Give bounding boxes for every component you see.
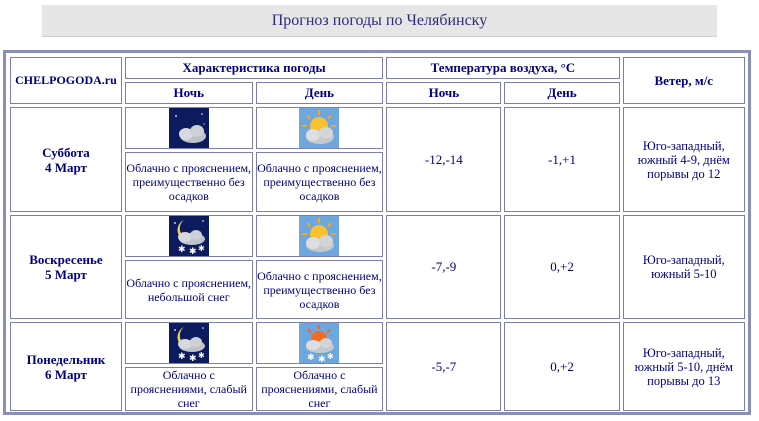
weather-day-header: День: [256, 82, 384, 104]
svg-text:✱: ✱: [307, 353, 315, 363]
svg-text:✱: ✱: [327, 352, 335, 361]
weather-group-header: Характеристика погоды: [125, 57, 383, 79]
temp-day: 0,+2: [504, 215, 619, 319]
wind-header: Ветер, м/с: [623, 57, 745, 104]
site-name: CHELPOGODA.ru: [10, 57, 122, 104]
temp-day: 0,+2: [504, 322, 619, 411]
temp-day-header: День: [504, 82, 619, 104]
svg-text:✱: ✱: [177, 352, 186, 362]
night-icon-cell: [125, 215, 253, 257]
day-icon-cell: [256, 215, 384, 257]
day-label: [10, 215, 122, 319]
wind-info: Юго-западный, южный 4-9, днём порывы до 12: [623, 107, 745, 212]
wind-info: Юго-западный, южный 5-10: [623, 215, 745, 319]
svg-text:✱: ✱: [197, 244, 205, 253]
date: 6 Март: [44, 366, 87, 382]
night-description: Облачно с прояснениями, слабый снег: [125, 367, 253, 411]
svg-text:✱: ✱: [197, 351, 205, 360]
temp-night: -7,-9: [386, 215, 501, 319]
sun-cloud-icon: [299, 216, 339, 256]
sun-cloud-icon: [299, 108, 339, 148]
night-description: Облачно с прояснением, преимущественно без осадков: [125, 152, 253, 212]
moon-cloud-snow-icon: [169, 216, 209, 256]
wind-info: Юго-западный, южный 5-10, днём порывы до 13: [623, 322, 745, 411]
temp-night: -5,-7: [386, 322, 501, 411]
svg-text:✱: ✱: [318, 355, 326, 363]
moon-cloud-snow-icon: [169, 323, 209, 363]
weekday: Понедельник: [26, 351, 106, 367]
temp-day: -1,+1: [504, 107, 619, 212]
date: 4 Март: [44, 159, 87, 175]
night-icon-cell: [125, 107, 253, 149]
page-title: Прогноз погоды по Челябинску: [42, 5, 717, 37]
day-description: Облачно с прояснением, преимущественно без осадков: [256, 152, 384, 212]
weekday: Суббота: [42, 144, 90, 160]
temp-night: -12,-14: [386, 107, 501, 212]
forecast-table: [7, 54, 748, 414]
day-icon-cell: [256, 107, 384, 149]
day-label: [10, 322, 122, 411]
temp-group-header: Температура воздуха, °С: [386, 57, 619, 79]
night-description: Облачно с прояснением, небольшой снег: [125, 260, 253, 319]
day-label: [10, 107, 122, 212]
weather-night-header: Ночь: [125, 82, 253, 104]
moon-cloud-icon: [169, 108, 209, 148]
weekday: Воскресенье: [29, 252, 103, 267]
day-icon-cell: [256, 322, 384, 364]
temp-night-header: Ночь: [386, 82, 501, 104]
night-icon-cell: [125, 322, 253, 364]
day-description: Облачно с прояснением, преимущественно без осадков: [256, 260, 384, 319]
svg-text:✱: ✱: [188, 247, 197, 256]
svg-text:✱: ✱: [188, 354, 197, 363]
day-description: Облачно с прояснениями, слабый снег: [256, 367, 384, 411]
date: 5 Март: [44, 267, 87, 282]
svg-text:✱: ✱: [177, 245, 186, 255]
forecast-frame: [3, 50, 751, 415]
sun-cloud-snow-icon: [299, 323, 339, 363]
